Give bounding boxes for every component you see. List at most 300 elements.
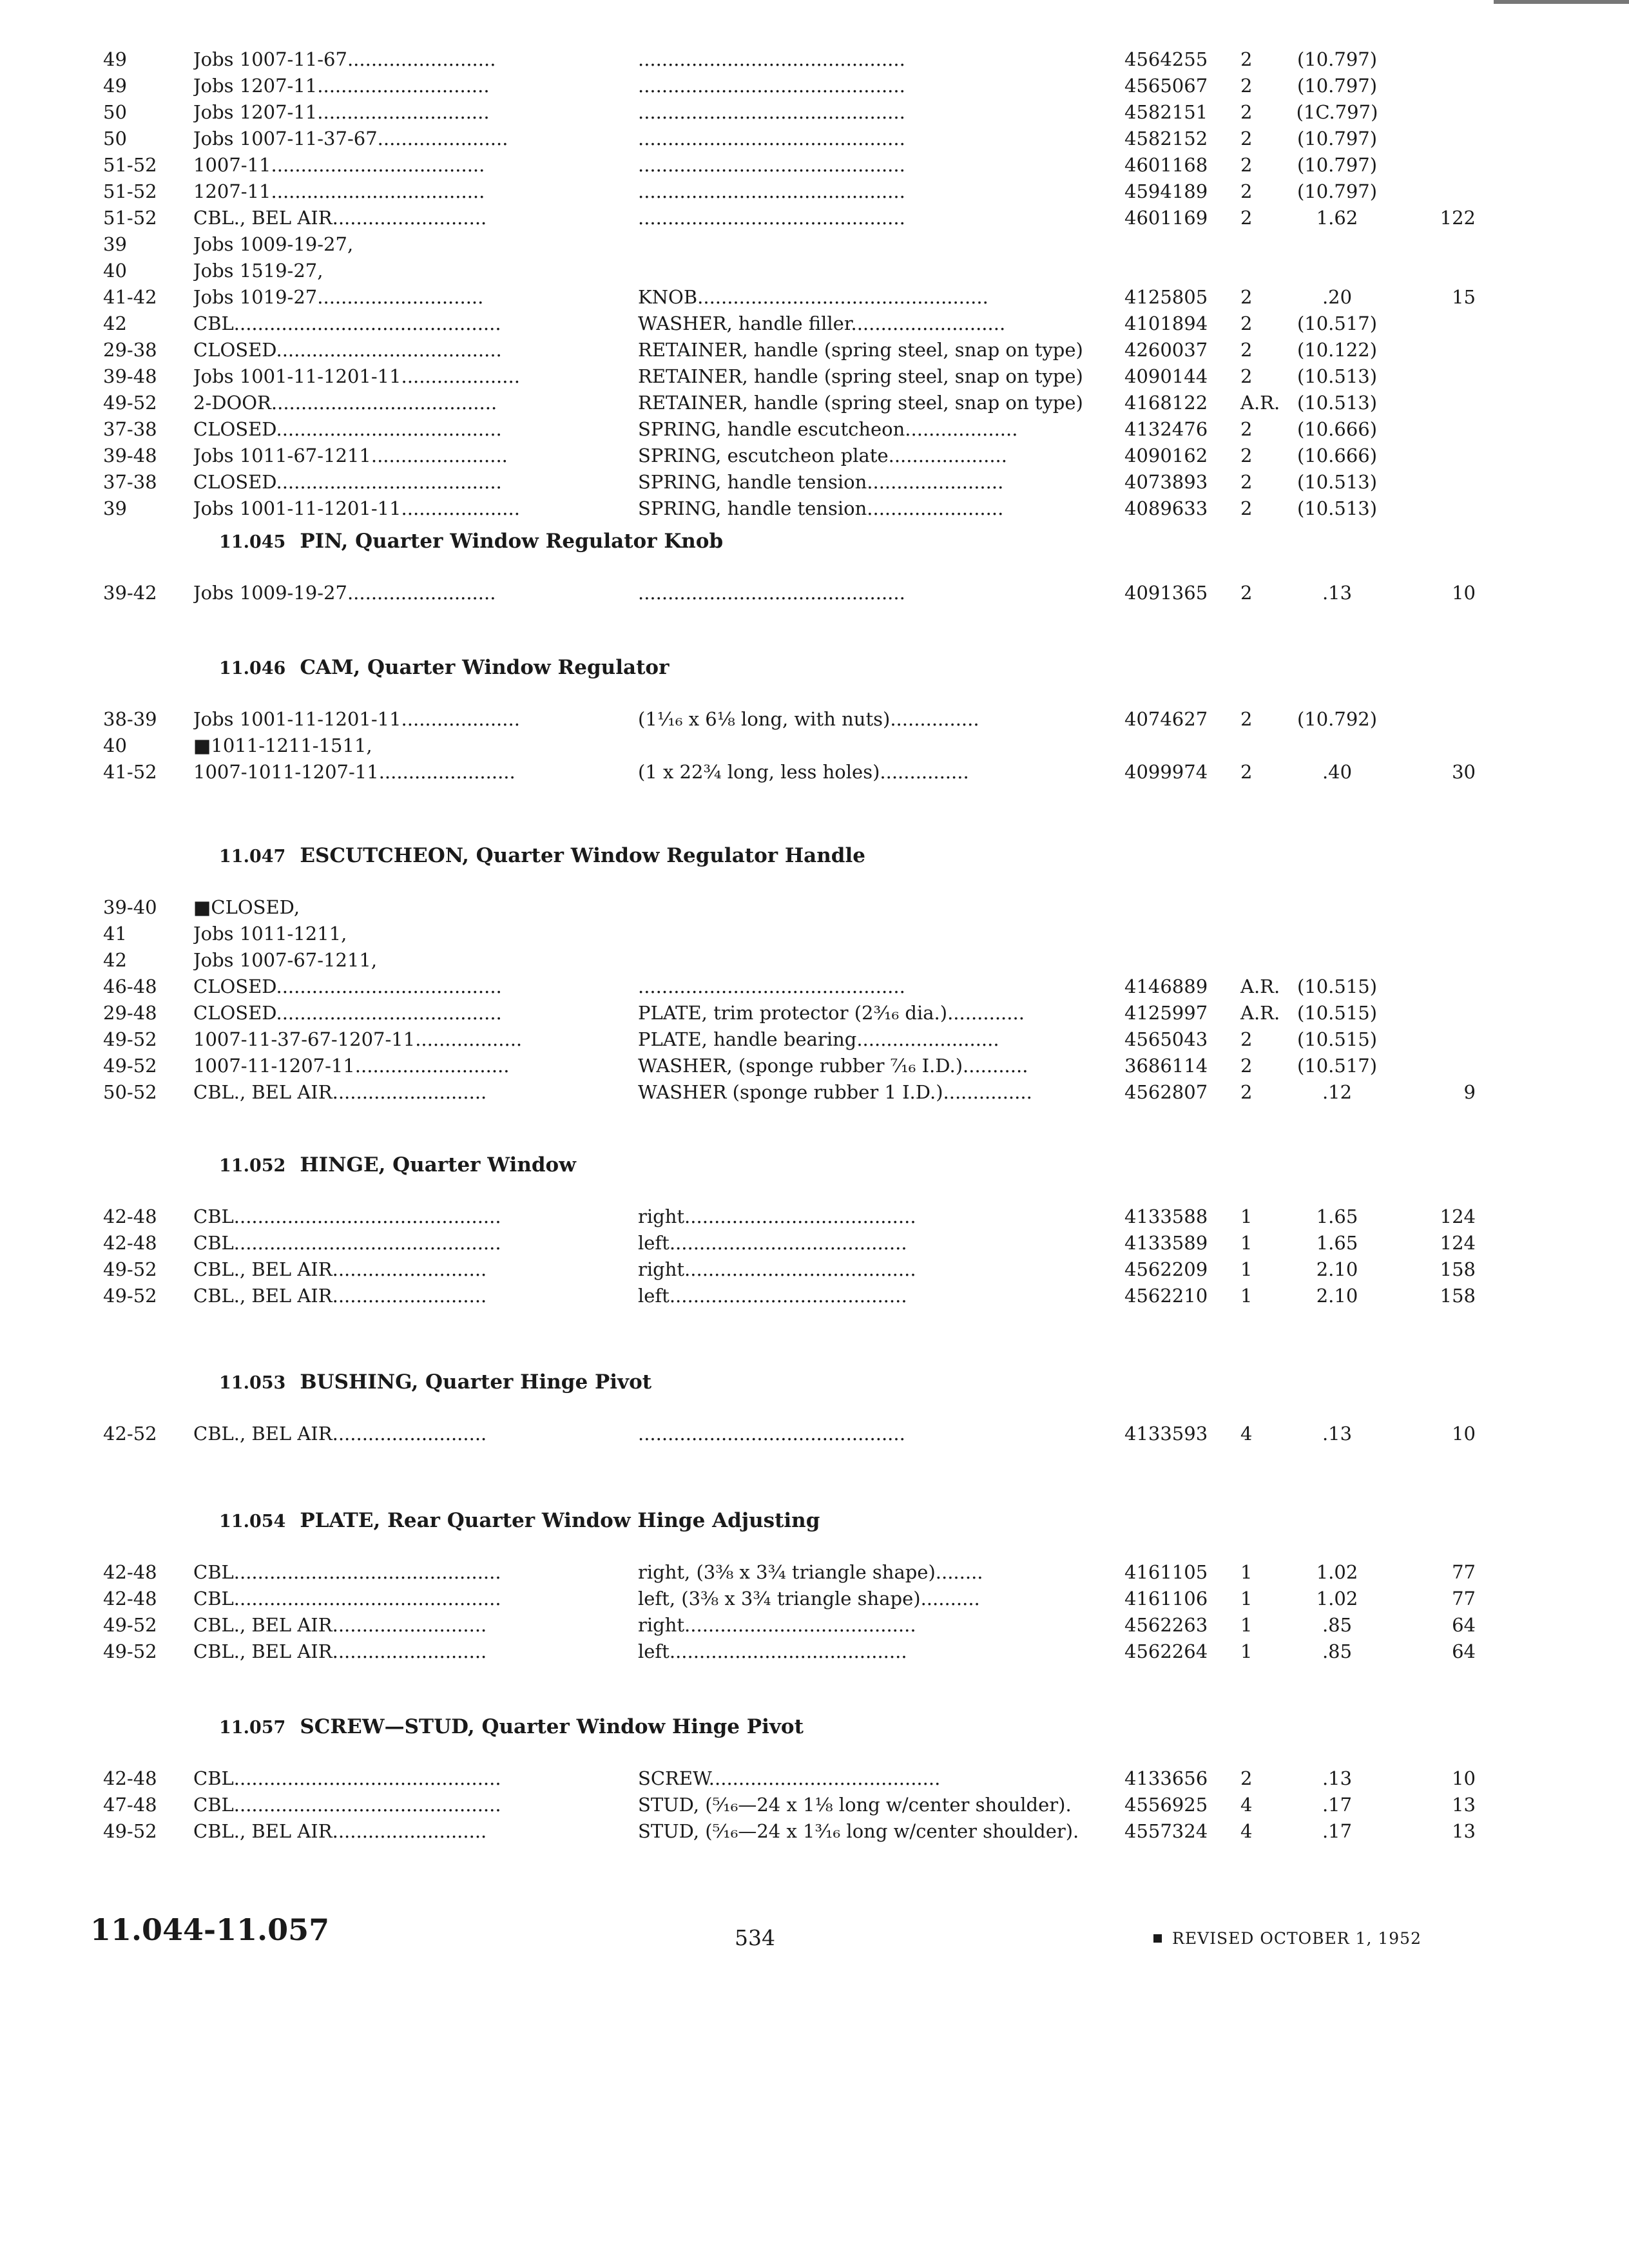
years: 38-39 [103, 708, 157, 730]
application: CBL............................................. [193, 1767, 501, 1789]
section-title: PIN, Quarter Window Regulator Knob [300, 530, 724, 553]
parts-row [0, 443, 1629, 469]
part-number: 4101894 [1124, 312, 1208, 334]
part-number: 4125805 [1124, 286, 1208, 308]
application: CBL., BEL AIR.......................... [193, 1285, 487, 1307]
list-price: 64 [1452, 1614, 1476, 1636]
list-price: 13 [1452, 1820, 1476, 1842]
section-number: 11.057 [219, 1718, 286, 1738]
parts-row [0, 99, 1629, 126]
application: CLOSED...................................... [193, 1002, 502, 1024]
part-number: 4091365 [1124, 582, 1208, 604]
revised-note [1153, 1929, 1422, 1948]
parts-row [0, 416, 1629, 443]
description: RETAINER, handle (spring steel, snap on type) [638, 339, 1083, 361]
catalog-section [0, 46, 1629, 522]
list-price: 30 [1452, 761, 1476, 783]
group-or-price: (10.797) [1296, 154, 1378, 176]
description: PLATE, handle bearing........................ [638, 1028, 999, 1050]
quantity: 2 [1240, 154, 1253, 176]
parts-row [0, 706, 1629, 733]
application: Jobs 1007-11-37-67...................... [193, 128, 508, 149]
parts-row [0, 974, 1629, 1000]
part-number: 4133589 [1124, 1232, 1208, 1254]
application: CBL............................................. [193, 1794, 501, 1816]
group-or-price: (10.792) [1296, 708, 1378, 730]
part-number: 4562264 [1124, 1640, 1208, 1662]
group-or-price: (10.666) [1296, 445, 1378, 466]
catalog-section [0, 1509, 1629, 1665]
description: SPRING, escutcheon plate.................... [638, 445, 1007, 466]
quantity: 2 [1240, 101, 1253, 123]
quantity: A.R. [1240, 1002, 1280, 1024]
list-price: 77 [1452, 1588, 1476, 1610]
years: 39-42 [103, 582, 157, 604]
years: 49 [103, 48, 127, 70]
part-number: 4565043 [1124, 1028, 1208, 1050]
part-number: 4565067 [1124, 75, 1208, 97]
application: Jobs 1009-19-27, [193, 233, 354, 255]
part-number: 4132476 [1124, 418, 1208, 440]
parts-row [0, 337, 1629, 363]
application: 2-DOOR...................................... [193, 392, 497, 414]
description: ............................................. [638, 1423, 905, 1445]
application: Jobs 1007-67-1211, [193, 949, 378, 971]
years: 39-40 [103, 896, 157, 918]
application: 1007-11.................................... [193, 154, 485, 176]
years: 49-52 [103, 1614, 157, 1636]
group-or-price: .13 [1322, 1767, 1353, 1789]
list-price: 158 [1440, 1285, 1476, 1307]
part-number: 4601168 [1124, 154, 1208, 176]
parts-row [0, 231, 1629, 258]
parts-row [0, 126, 1629, 152]
quantity: A.R. [1240, 975, 1280, 997]
part-number: 4133593 [1124, 1423, 1208, 1445]
part-number: 4133656 [1124, 1767, 1208, 1789]
application: CBL............................................. [193, 1588, 501, 1610]
part-number: 4594189 [1124, 180, 1208, 202]
quantity: 4 [1240, 1820, 1253, 1842]
years: 42-48 [103, 1588, 157, 1610]
description: ............................................. [638, 101, 905, 123]
years: 49-52 [103, 1820, 157, 1842]
quantity: 4 [1240, 1423, 1253, 1445]
application: CLOSED...................................... [193, 339, 502, 361]
quantity: 1 [1240, 1588, 1253, 1610]
application: Jobs 1001-11-1201-11.................... [193, 365, 520, 387]
years: 42-48 [103, 1767, 157, 1789]
list-price: 10 [1452, 582, 1476, 604]
list-price: 15 [1452, 286, 1476, 308]
group-or-price: (10.515) [1296, 975, 1378, 997]
description: STUD, (⁵⁄₁₆—24 x 1³⁄₁₆ long w/center shoulder). [638, 1820, 1079, 1842]
parts-row [0, 1559, 1629, 1586]
part-number: 4564255 [1124, 48, 1208, 70]
application: Jobs 1011-1211, [193, 923, 347, 945]
years: 49-52 [103, 1640, 157, 1662]
quantity: A.R. [1240, 392, 1280, 414]
years: 37-38 [103, 471, 157, 493]
application: Jobs 1001-11-1201-11.................... [193, 708, 520, 730]
years: 37-38 [103, 418, 157, 440]
parts-row [0, 46, 1629, 73]
part-number: 4582152 [1124, 128, 1208, 149]
group-or-price: 1.62 [1316, 207, 1358, 229]
part-number: 4562209 [1124, 1258, 1208, 1280]
application: Jobs 1019-27............................ [193, 286, 484, 308]
list-price: 77 [1452, 1561, 1476, 1583]
description: WASHER, handle filler.......................... [638, 312, 1006, 334]
quantity: 2 [1240, 497, 1253, 519]
years: 39 [103, 233, 127, 255]
parts-row [0, 205, 1629, 231]
description: RETAINER, handle (spring steel, snap on type) [638, 392, 1083, 414]
application: CBL., BEL AIR.......................... [193, 1081, 487, 1103]
application: 1207-11.................................... [193, 180, 485, 202]
list-price: 13 [1452, 1794, 1476, 1816]
years: 42-48 [103, 1206, 157, 1227]
quantity: 2 [1240, 761, 1253, 783]
quantity: 2 [1240, 365, 1253, 387]
years: 42 [103, 949, 127, 971]
years: 41-42 [103, 286, 157, 308]
catalog-section [0, 1370, 1629, 1447]
years: 40 [103, 735, 127, 756]
list-price: 10 [1452, 1423, 1476, 1445]
parts-row [0, 495, 1629, 522]
years: 39 [103, 497, 127, 519]
years: 42-48 [103, 1232, 157, 1254]
parts-row [0, 73, 1629, 99]
part-number: 4090144 [1124, 365, 1208, 387]
group-or-price: (10.513) [1296, 392, 1378, 414]
group-or-price: (10.513) [1296, 471, 1378, 493]
quantity: 1 [1240, 1285, 1253, 1307]
parts-row [0, 1230, 1629, 1256]
years: 29-38 [103, 339, 157, 361]
quantity: 1 [1240, 1561, 1253, 1583]
group-or-price: 1.65 [1316, 1206, 1358, 1227]
section-title: PLATE, Rear Quarter Window Hinge Adjusting [300, 1509, 820, 1532]
section-number: 11.047 [219, 847, 286, 867]
years: 40 [103, 260, 127, 282]
section-heading [219, 1370, 651, 1394]
application: Jobs 1007-11-67......................... [193, 48, 496, 70]
group-or-price: .40 [1322, 761, 1353, 783]
description: right....................................... [638, 1614, 916, 1636]
part-number: 4260037 [1124, 339, 1208, 361]
application: CBL., BEL AIR.......................... [193, 207, 487, 229]
revision-square-icon [1153, 1934, 1162, 1943]
part-number: 4556925 [1124, 1794, 1208, 1816]
list-price: 124 [1440, 1232, 1476, 1254]
parts-row [0, 580, 1629, 606]
parts-row [0, 1079, 1629, 1106]
application: CBL., BEL AIR.......................... [193, 1820, 487, 1842]
parts-row [0, 921, 1629, 947]
description: PLATE, trim protector (2³⁄₁₆ dia.)............. [638, 1002, 1025, 1024]
quantity: 2 [1240, 1081, 1253, 1103]
parts-row [0, 1053, 1629, 1079]
quantity: 2 [1240, 1028, 1253, 1050]
parts-row [0, 469, 1629, 495]
application: CBL............................................. [193, 1561, 501, 1583]
group-or-price: .13 [1322, 1423, 1353, 1445]
group-or-price: (10.797) [1296, 180, 1378, 202]
years: 42 [103, 312, 127, 334]
years: 42-48 [103, 1561, 157, 1583]
years: 49 [103, 75, 127, 97]
years: 41-52 [103, 761, 157, 783]
parts-row [0, 1612, 1629, 1639]
years: 50 [103, 128, 127, 149]
application: CLOSED...................................... [193, 975, 502, 997]
years: 50 [103, 101, 127, 123]
quantity: 2 [1240, 286, 1253, 308]
group-or-price: (10.122) [1296, 339, 1378, 361]
application: CBL............................................. [193, 1206, 501, 1227]
part-number: 4074627 [1124, 708, 1208, 730]
parts-row [0, 1765, 1629, 1792]
application: ■1011-1211-1511, [193, 735, 372, 756]
parts-row [0, 1256, 1629, 1283]
section-heading [219, 656, 669, 679]
quantity: 2 [1240, 708, 1253, 730]
group-or-price: (10.515) [1296, 1028, 1378, 1050]
parts-row [0, 178, 1629, 205]
application: Jobs 1519-27, [193, 260, 323, 282]
years: 39-48 [103, 365, 157, 387]
description: ............................................. [638, 128, 905, 149]
parts-row [0, 947, 1629, 974]
parts-row [0, 1586, 1629, 1612]
list-price: 124 [1440, 1206, 1476, 1227]
group-or-price: (10.513) [1296, 497, 1378, 519]
group-or-price: (10.797) [1296, 128, 1378, 149]
application: Jobs 1011-67-1211....................... [193, 445, 508, 466]
group-or-price: 1.02 [1316, 1588, 1358, 1610]
quantity: 2 [1240, 312, 1253, 334]
years: 46-48 [103, 975, 157, 997]
part-number: 4562807 [1124, 1081, 1208, 1103]
part-number: 4125997 [1124, 1002, 1208, 1024]
quantity: 1 [1240, 1640, 1253, 1662]
parts-row [0, 284, 1629, 311]
quantity: 2 [1240, 207, 1253, 229]
description: ............................................. [638, 207, 905, 229]
part-number: 4089633 [1124, 497, 1208, 519]
description: ............................................. [638, 582, 905, 604]
part-number: 4161106 [1124, 1588, 1208, 1610]
catalog-section [0, 656, 1629, 785]
parts-row [0, 759, 1629, 785]
years: 41 [103, 923, 127, 945]
years: 49-52 [103, 1028, 157, 1050]
description: left........................................ [638, 1232, 907, 1254]
part-number: 4168122 [1124, 392, 1208, 414]
application: CBL............................................. [193, 312, 501, 334]
group-or-price: (10.797) [1296, 75, 1378, 97]
application: CBL., BEL AIR.......................... [193, 1423, 487, 1445]
quantity: 2 [1240, 1055, 1253, 1077]
parts-row [0, 733, 1629, 759]
section-number: 11.045 [219, 532, 286, 552]
years: 49-52 [103, 1285, 157, 1307]
quantity: 2 [1240, 445, 1253, 466]
corner-scan-mark [1494, 0, 1629, 4]
parts-row [0, 1026, 1629, 1053]
application: Jobs 1001-11-1201-11.................... [193, 497, 520, 519]
section-title: ESCUTCHEON, Quarter Window Regulator Handle [300, 844, 865, 867]
application: Jobs 1009-19-27......................... [193, 582, 496, 604]
section-number: 11.054 [219, 1512, 286, 1532]
parts-row [0, 1792, 1629, 1818]
catalog-section [0, 1153, 1629, 1309]
section-title: SCREW—STUD, Quarter Window Hinge Pivot [300, 1715, 804, 1738]
application: 1007-11-37-67-1207-11.................. [193, 1028, 523, 1050]
description: left........................................ [638, 1640, 907, 1662]
description: SPRING, handle tension....................... [638, 497, 1004, 519]
catalog-section [0, 1715, 1629, 1845]
parts-row [0, 1204, 1629, 1230]
part-number: 3686114 [1124, 1055, 1208, 1077]
application: CBL............................................. [193, 1232, 501, 1254]
section-heading [219, 1153, 576, 1177]
section-heading [219, 1509, 820, 1532]
application: ■CLOSED, [193, 896, 300, 918]
group-or-price: (10.513) [1296, 365, 1378, 387]
catalog-section [0, 844, 1629, 1106]
section-heading [219, 844, 865, 867]
application: CBL., BEL AIR.......................... [193, 1258, 487, 1280]
section-number: 11.046 [219, 658, 286, 678]
group-or-price: 2.10 [1316, 1285, 1358, 1307]
list-price: 9 [1463, 1081, 1476, 1103]
quantity: 2 [1240, 339, 1253, 361]
section-title: HINGE, Quarter Window [300, 1153, 576, 1177]
quantity: 2 [1240, 418, 1253, 440]
quantity: 2 [1240, 582, 1253, 604]
description: SPRING, handle tension....................... [638, 471, 1004, 493]
part-number: 4562263 [1124, 1614, 1208, 1636]
description: right, (3⅜ x 3¾ triangle shape)........ [638, 1561, 983, 1583]
part-number: 4090162 [1124, 445, 1208, 466]
group-or-price: (10.666) [1296, 418, 1378, 440]
list-price: 158 [1440, 1258, 1476, 1280]
years: 50-52 [103, 1081, 157, 1103]
group-or-price: .17 [1322, 1794, 1353, 1816]
quantity: 2 [1240, 180, 1253, 202]
part-number: 4146889 [1124, 975, 1208, 997]
application: CBL., BEL AIR.......................... [193, 1614, 487, 1636]
group-or-price: .12 [1322, 1081, 1353, 1103]
parts-row [0, 258, 1629, 284]
years: 49-52 [103, 1258, 157, 1280]
parts-row [0, 311, 1629, 337]
revised-note-text: REVISED OCTOBER 1, 1952 [1172, 1929, 1422, 1948]
application: CLOSED...................................... [193, 418, 502, 440]
application: CLOSED...................................... [193, 471, 502, 493]
group-or-price: (10.517) [1296, 1055, 1378, 1077]
section-title: BUSHING, Quarter Hinge Pivot [300, 1370, 652, 1394]
section-number: 11.053 [219, 1373, 286, 1393]
description: ............................................. [638, 48, 905, 70]
parts-row [0, 1283, 1629, 1309]
years: 47-48 [103, 1794, 157, 1816]
quantity: 1 [1240, 1614, 1253, 1636]
description: right....................................... [638, 1258, 916, 1280]
group-or-price: .20 [1322, 286, 1353, 308]
quantity: 1 [1240, 1258, 1253, 1280]
section-heading [219, 1715, 804, 1738]
section-range: 11.044-11.057 [90, 1912, 330, 1947]
description: (1¹⁄₁₆ x 6⅛ long, with nuts)............... [638, 708, 979, 730]
part-number: 4562210 [1124, 1285, 1208, 1307]
part-number: 4601169 [1124, 207, 1208, 229]
description: STUD, (⁵⁄₁₆—24 x 1⅛ long w/center shoulder). [638, 1794, 1072, 1816]
group-or-price: (10.517) [1296, 312, 1378, 334]
years: 42-52 [103, 1423, 157, 1445]
quantity: 2 [1240, 48, 1253, 70]
years: 29-48 [103, 1002, 157, 1024]
group-or-price: 1.02 [1316, 1561, 1358, 1583]
part-number: 4133588 [1124, 1206, 1208, 1227]
group-or-price: .85 [1322, 1640, 1353, 1662]
group-or-price: 2.10 [1316, 1258, 1358, 1280]
years: 49-52 [103, 392, 157, 414]
parts-row [0, 1421, 1629, 1447]
list-price: 10 [1452, 1767, 1476, 1789]
years: 39-48 [103, 445, 157, 466]
section-title: CAM, Quarter Window Regulator [300, 656, 670, 679]
part-number: 4073893 [1124, 471, 1208, 493]
years: 51-52 [103, 154, 157, 176]
years: 49-52 [103, 1055, 157, 1077]
group-or-price: .85 [1322, 1614, 1353, 1636]
group-or-price: (10.797) [1296, 48, 1378, 70]
list-price: 64 [1452, 1640, 1476, 1662]
quantity: 2 [1240, 75, 1253, 97]
section-number: 11.052 [219, 1156, 286, 1176]
description: right....................................... [638, 1206, 916, 1227]
description: WASHER (sponge rubber 1 I.D.)............... [638, 1081, 1032, 1103]
application: 1007-1011-1207-11....................... [193, 761, 516, 783]
group-or-price: .13 [1322, 582, 1353, 604]
description: ............................................. [638, 75, 905, 97]
quantity: 2 [1240, 128, 1253, 149]
group-or-price: (1C.797) [1296, 101, 1378, 123]
quantity: 1 [1240, 1206, 1253, 1227]
parts-row [0, 894, 1629, 921]
description: WASHER, (sponge rubber ⁷⁄₁₆ I.D.)........... [638, 1055, 1028, 1077]
description: SCREW....................................... [638, 1767, 941, 1789]
parts-row [0, 1639, 1629, 1665]
description: left........................................ [638, 1285, 907, 1307]
description: KNOB................................................. [638, 286, 988, 308]
application: Jobs 1207-11............................. [193, 101, 490, 123]
list-price: 122 [1440, 207, 1476, 229]
years: 51-52 [103, 180, 157, 202]
description: ............................................. [638, 180, 905, 202]
parts-row [0, 363, 1629, 390]
parts-row [0, 152, 1629, 178]
part-number: 4557324 [1124, 1820, 1208, 1842]
group-or-price: 1.65 [1316, 1232, 1358, 1254]
description: RETAINER, handle (spring steel, snap on type) [638, 365, 1083, 387]
quantity: 1 [1240, 1232, 1253, 1254]
description: left, (3⅜ x 3¾ triangle shape).......... [638, 1588, 980, 1610]
